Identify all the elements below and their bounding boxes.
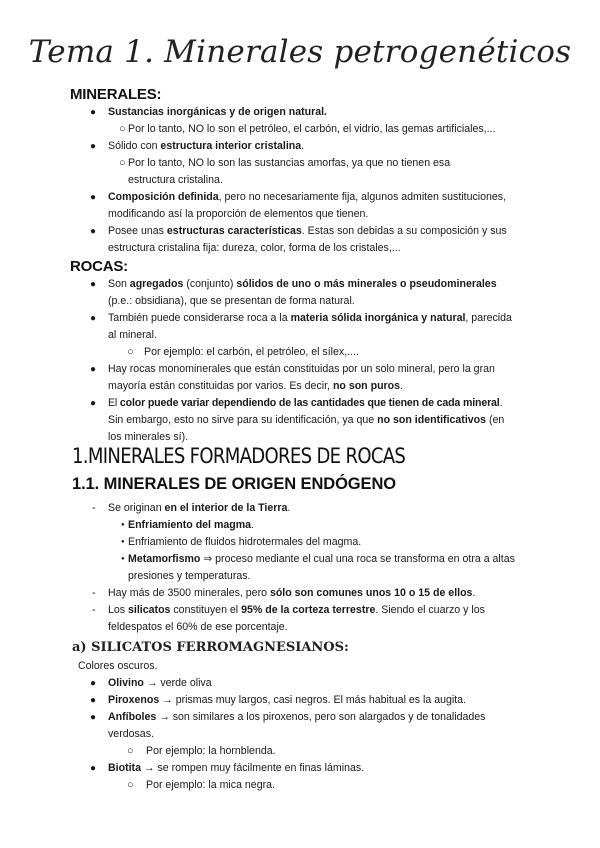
silicatos-item-piroxenos: Piroxenos → prismas muy largos, casi negros. El más habitual es la augita. <box>108 694 466 706</box>
bullet-icon: ● <box>90 712 97 723</box>
circle-bullet-icon: ○ <box>127 779 134 791</box>
bullet-icon: ● <box>90 141 97 152</box>
rocas-item-4: El color puede variar dependiendo de las cantidades que tienen de cada mineral. <box>108 397 503 409</box>
bullet-icon: ● <box>90 364 97 375</box>
rocas-item-1-l2: (p.e.: obsidiana), que se presentan de forma natural. <box>108 295 355 307</box>
rocas-item-3: Hay rocas monominerales que están constituidas por un solo mineral, pero la gran <box>108 363 495 375</box>
rocas-item-4-l2: Sin embargo, esto no sirve para su identificación, ya que no son identificativos (en <box>108 414 505 426</box>
bullet-icon: ● <box>90 695 97 706</box>
origen-item-3-l2: feldespatos el 60% de ese porcentaje. <box>108 621 288 633</box>
minerales-item-3: Composición definida, pero no necesariamente fija, algunos admiten sustituciones, <box>108 191 507 203</box>
origen-item-1: Se originan en el interior de la Tierra. <box>108 502 291 514</box>
bullet-icon: ● <box>90 226 97 237</box>
rocas-item-1: Son agregados (conjunto) sólidos de uno o más minerales o pseudominerales <box>108 278 497 290</box>
bullet-icon: ● <box>90 279 97 290</box>
origen-sub-3-l2: presiones y temperaturas. <box>128 570 251 582</box>
rocas-item-3-l2: mayoría están constituidas por varios. Es decir, no son puros. <box>108 380 403 392</box>
dash-bullet-icon: - <box>92 604 96 616</box>
bullet-icon: ● <box>90 313 97 324</box>
rocas-item-2-sub: Por ejemplo: el carbón, el petróleo, el sílex,.... <box>144 346 359 358</box>
bullet-icon: ● <box>90 398 97 409</box>
origen-sub-2: Enfriamiento de fluidos hidrotermales del magma. <box>128 536 362 548</box>
minerales-item-2-sub-l1: Por lo tanto, NO lo son las sustancias amorfas, ya que no tienen esa <box>128 157 451 169</box>
section-heading-minerales: MINERALES: <box>70 86 162 103</box>
dash-bullet-icon: - <box>92 587 96 599</box>
origen-item-3: Los silicatos constituyen el 95% de la corteza terrestre. Siendo el cuarzo y los <box>108 604 485 616</box>
minerales-item-1-sub: Por lo tanto, NO lo son el petróleo, el carbón, el vidrio, las gemas artificiales,... <box>128 123 496 135</box>
rocas-item-4-l3: los minerales sí). <box>108 431 189 443</box>
circle-bullet-icon: ○ <box>119 123 126 135</box>
bullet-icon: ● <box>90 763 97 774</box>
section-heading-1: 1.MINERALES FORMADORES DE ROCAS <box>72 444 406 468</box>
silicatos-item-olivino: Olivino → verde oliva <box>108 677 212 689</box>
small-bullet-icon: ● <box>121 556 125 562</box>
minerales-item-4-l2: estructura cristalina fija: dureza, color, forma de los cristales,... <box>108 242 401 254</box>
minerales-item-2-sub-l2: estructura cristalina. <box>128 174 223 186</box>
silicatos-item-anfiboles-sub: Por ejemplo: la hornblenda. <box>146 745 276 757</box>
silicatos-item-biotita: Biotita → se rompen muy fácilmente en finas láminas. <box>108 762 365 774</box>
small-bullet-icon: ● <box>121 522 125 528</box>
bullet-icon: ● <box>90 107 97 118</box>
silicatos-item-biotita-sub: Por ejemplo: la mica negra. <box>146 779 275 791</box>
silicatos-intro: Colores oscuros. <box>78 660 158 672</box>
minerales-item-4: Posee unas estructuras características. Estas son debidas a su composición y sus <box>108 225 507 237</box>
small-bullet-icon: ● <box>121 539 125 545</box>
circle-bullet-icon: ○ <box>119 157 126 169</box>
origen-item-2: Hay más de 3500 minerales, pero sólo son comunes unos 10 o 15 de ellos. <box>108 587 476 599</box>
minerales-item-3-l2: modificando así la proporción de elementos que tienen. <box>108 208 369 220</box>
silicatos-item-anfiboles-l2: verdosas. <box>108 728 154 740</box>
silicatos-item-anfiboles: Anfíboles → son similares a los piroxenos, pero son alargados y de tonalidades <box>108 711 486 723</box>
circle-bullet-icon: ○ <box>127 346 134 358</box>
rocas-item-2-l2: al mineral. <box>108 329 157 341</box>
bullet-icon: ● <box>90 192 97 203</box>
origen-sub-1: Enfriamiento del magma. <box>128 519 254 531</box>
page-title: Tema 1. Minerales petrogenéticos <box>28 34 572 70</box>
dash-bullet-icon: - <box>92 502 96 514</box>
rocas-item-2: También puede considerarse roca a la materia sólida inorgánica y natural, parecida <box>108 312 512 324</box>
bullet-icon: ● <box>90 678 97 689</box>
subsection-heading-silicatos: a) SILICATOS FERROMAGNESIANOS: <box>72 640 349 655</box>
section-heading-rocas: ROCAS: <box>70 258 128 275</box>
circle-bullet-icon: ○ <box>127 745 134 757</box>
subsection-heading-1-1: 1.1. MINERALES DE ORIGEN ENDÓGENO <box>72 475 397 493</box>
origen-sub-3: Metamorfismo ⇒ proceso mediante el cual una roca se transforma en otra a altas <box>128 553 515 565</box>
minerales-item-1: Sustancias inorgánicas y de origen natural. <box>108 106 328 118</box>
minerales-item-2: Sólido con estructura interior cristalina. <box>108 140 305 152</box>
